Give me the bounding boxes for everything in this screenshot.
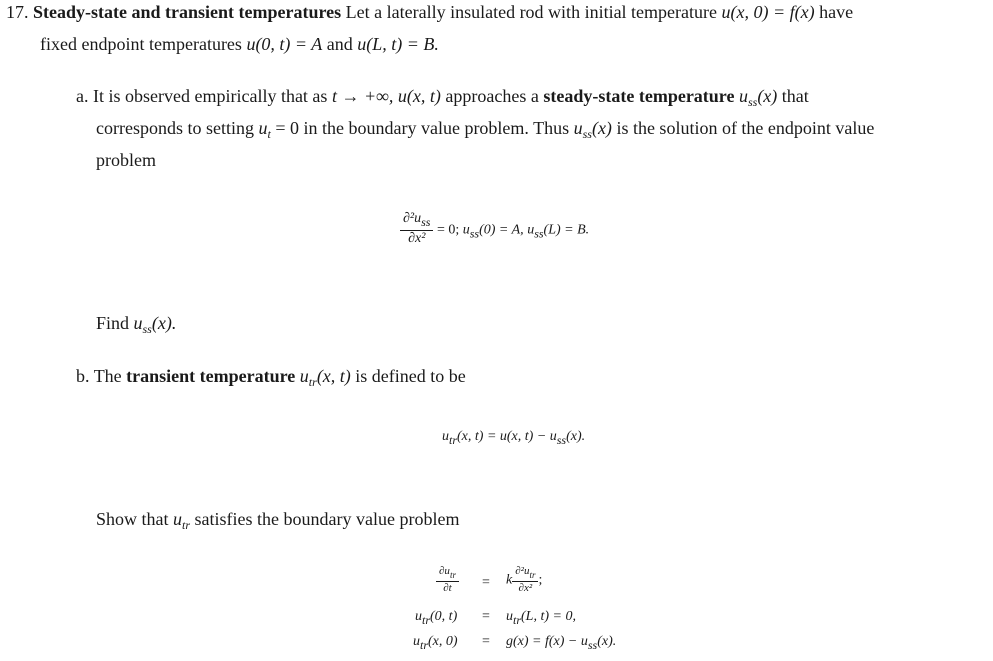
uss-sub-2: ss (582, 127, 592, 141)
bvp-r3-sub: ss (587, 638, 598, 652)
intro-and: and (322, 34, 358, 54)
bvp-r2-u: u (506, 609, 513, 624)
bvp-l1-den: ∂t (443, 582, 452, 595)
show-text-a: Show that (96, 509, 174, 529)
intro-text-1-end: have (814, 2, 854, 22)
part-a-text-1a: It is observed empirically that as (93, 86, 332, 106)
problem-title: Steady-state and transient temperatures (33, 2, 342, 22)
def-end: (x). (566, 429, 586, 444)
bvp-r2-sub: tr (513, 613, 522, 627)
utr-symbol: u (299, 366, 309, 386)
problem-number: 17. (6, 2, 29, 22)
eq-u2: u (527, 222, 535, 238)
uss-arg: (x) (757, 86, 778, 106)
problem-line-1 (6, 2, 853, 23)
ut-eq: = 0 (270, 118, 299, 138)
bvp-r1-end: ; (538, 572, 543, 588)
bvp-r1-num: ∂²u (515, 565, 530, 577)
bvp-k: k (506, 572, 513, 588)
part-a-text-2a: corresponds to setting (96, 118, 259, 138)
show-u: u (173, 509, 183, 529)
uss-sub: ss (747, 95, 758, 109)
intro-math-1: u(x, 0) = f(x) (721, 2, 815, 22)
find-text: Find (96, 313, 134, 333)
transient-term: transient temperature (126, 366, 296, 386)
eq-u2-sub: ss (534, 226, 544, 241)
bvp-l2-u: u (415, 609, 422, 624)
show-text-b: satisfies the boundary value problem (190, 509, 460, 529)
part-a-text-1b: approaches a (440, 86, 544, 106)
show-that (96, 509, 459, 533)
eq-u1-sub: ss (469, 226, 480, 241)
steady-state-term: steady-state temperature (543, 86, 735, 106)
utr-arg: (x, t) (316, 366, 351, 386)
find-uss (96, 313, 176, 337)
show-sub: tr (182, 518, 191, 532)
fraction-numerator-sub: ss (421, 215, 431, 229)
find-u: u (133, 313, 143, 333)
transient-definition (442, 429, 585, 448)
bvp-r1-den: ∂x² (518, 582, 533, 595)
bvp-r3-u: u (580, 634, 588, 649)
def-rest: (x, t) = u(x, t) − (457, 429, 550, 444)
intro-math-2b: u(L, t) = B. (357, 34, 439, 54)
eq-u1: u (462, 222, 470, 238)
uss-symbol: u (738, 86, 748, 106)
part-a-label: a. (76, 86, 89, 106)
find-sub: ss (142, 322, 152, 336)
def-u: u (442, 429, 449, 444)
fraction-denominator: ∂x² (408, 230, 426, 246)
bvp-eq-1: = (482, 575, 490, 590)
bvp-eq-2: = (482, 609, 490, 624)
ut-symbol: u (258, 118, 268, 138)
intro-text-1: Let a laterally insulated rod with initial temperature (345, 2, 722, 22)
bvp-l3-rest: (x, 0) (428, 634, 458, 649)
bvp-eq-3: = (482, 634, 490, 649)
bvp-r2-rest: (L, t) = 0, (521, 609, 576, 624)
ut-sub: t (267, 127, 271, 141)
def-u-sub: tr (449, 433, 458, 447)
bvp-l3-sub: tr (420, 638, 429, 652)
part-b-line-1 (76, 366, 466, 390)
bvp-l3-u: u (413, 634, 420, 649)
bvp-rhs-3 (506, 634, 616, 653)
part-a-text-2c: is the solution of the endpoint value (611, 118, 875, 138)
def-u2: u (549, 429, 557, 444)
part-b-text-1a: The (93, 366, 127, 386)
part-a-line-1 (76, 86, 809, 110)
intro-text-2: fixed endpoint temperatures (40, 34, 247, 54)
part-a-line-3: problem (96, 150, 156, 170)
eq-rest-1: = 0; (433, 222, 463, 238)
bvp-lhs-3 (413, 634, 458, 653)
second-derivative-fraction (400, 212, 433, 246)
space-derivative-fraction (512, 566, 538, 595)
bvp-rhs-2 (506, 609, 576, 628)
def-u2-sub: ss (556, 433, 567, 447)
part-a-line-2 (96, 118, 874, 142)
find-end: (x). (151, 313, 177, 333)
eq-rest-3: (L) = B. (543, 222, 590, 238)
bvp-l2-rest: (0, t) (430, 609, 458, 624)
uss-symbol-2: u (573, 118, 583, 138)
bvp-l1-num-sub: tr (449, 570, 456, 580)
bvp-rhs-1 (506, 566, 542, 595)
part-a-math-1: t → +∞, u(x, t) (331, 86, 441, 106)
bvp-r1-num-sub: tr (529, 570, 536, 580)
steady-state-equation (400, 212, 589, 246)
bvp-row-1 (436, 566, 459, 595)
part-b-label: b. (76, 366, 90, 386)
part-b-text-1b: is defined to be (350, 366, 466, 386)
intro-math-2a: u(0, t) = A (246, 34, 323, 54)
bvp-lhs-2 (415, 609, 457, 628)
utr-sub: tr (308, 375, 317, 389)
bvp-r3-end: (x). (597, 634, 617, 649)
problem-line-2 (40, 34, 439, 55)
bvp-r3-a: g(x) = f(x) − (506, 634, 581, 649)
bvp-l1-num: ∂u (439, 565, 450, 577)
part-a-text-2b: in the boundary value problem. Thus (298, 118, 574, 138)
uss-arg-2: (x) (591, 118, 612, 138)
eq-rest-2: (0) = A, (479, 222, 528, 238)
part-a-text-1c: that (777, 86, 809, 106)
time-derivative-fraction (436, 566, 459, 595)
fraction-numerator: ∂²u (403, 211, 422, 226)
bvp-l2-sub: tr (422, 613, 431, 627)
